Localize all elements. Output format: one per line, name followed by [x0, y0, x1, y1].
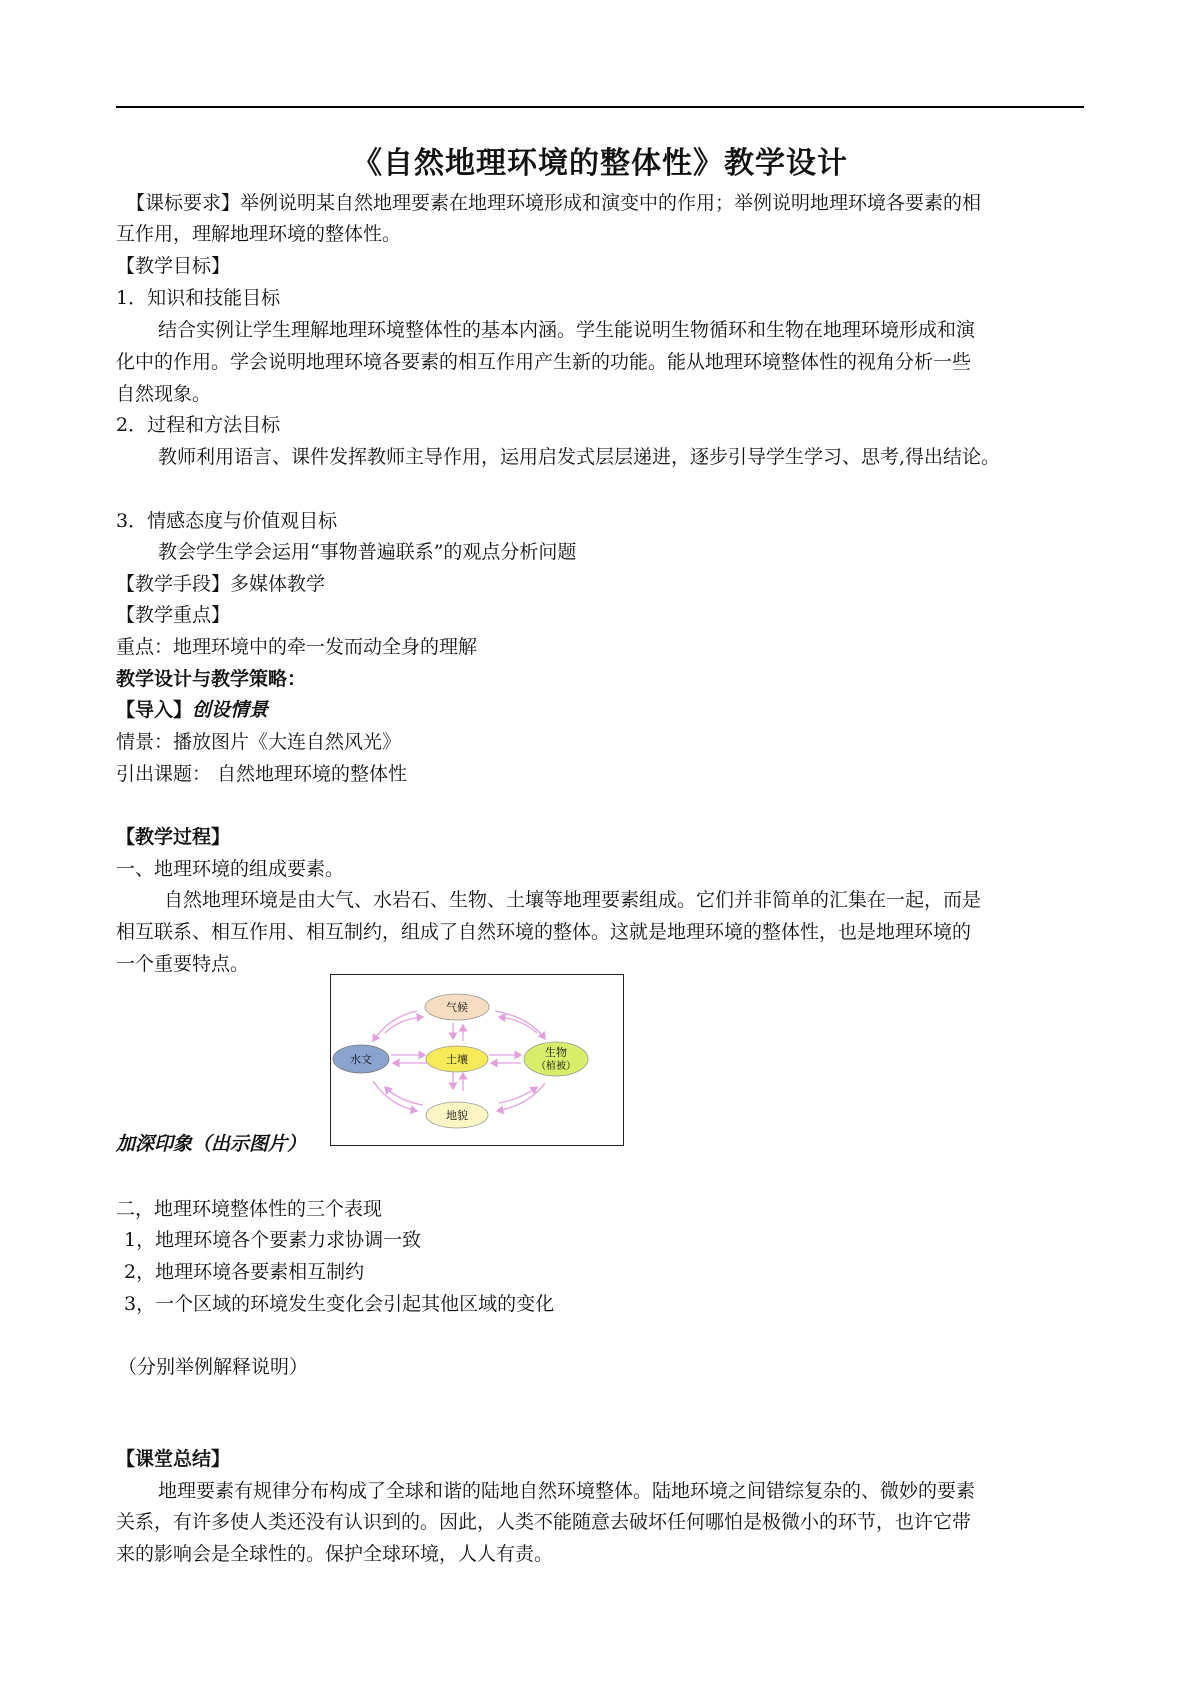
summary-paragraph-line-2: 关系，有许多使人类还没有认识到的。因此，人类不能随意去破坏任何哪怕是极微小的环节，也许它带 [116, 1511, 972, 1533]
arrow-landform-to-bio [499, 1087, 537, 1103]
landform-label: 地貌 [446, 1109, 468, 1122]
goal2-paragraph: 教师利用语言、课件发挥教师主导作用，运用启发式层层递进，逐步引导学生学习、思考,得出结论。 [158, 446, 1001, 468]
bio-label-line-1: 生物 [545, 1046, 567, 1059]
water-label: 水文 [350, 1053, 372, 1066]
arrow-water-to-landform [373, 1081, 417, 1111]
teaching-means: 【教学手段】多媒体教学 [116, 573, 326, 595]
curriculum-text: 举例说明某自然地理要素在地理环境形成和演变中的作用；举例说明地理环境各要素的相 [240, 192, 982, 214]
header-rule [116, 106, 1084, 108]
goal1-paragraph-line-1: 结合实例让学生理解地理环境整体性的基本内涵。学生能说明生物循环和生物在地理环境形成和演 [158, 319, 976, 341]
key-point-text: 重点：地理环境中的牵一发而动全身的理解 [116, 636, 478, 658]
intro-tag: 【导入】 [116, 699, 193, 721]
section1-paragraph-line-1: 自然地理环境是由大气、水岩石、生物、土壤等地理要素组成。它们并非简单的汇集在一起，而是 [164, 889, 982, 911]
document-title: 《自然地理环境的整体性》教学设计 [352, 146, 848, 181]
goal3-paragraph: 教会学生学会运用“事物普遍联系”的观点分析问题 [158, 541, 577, 563]
intro-line [116, 698, 268, 722]
deepen-impression: 加深印象（出示图片） [116, 1133, 307, 1155]
elements-diagram-svg [331, 975, 623, 1145]
soil-label: 土壤 [446, 1053, 468, 1066]
key-point-heading: 【教学重点】 [116, 604, 231, 626]
goal1-paragraph-line-2: 化中的作用。学会说明地理环境各要素的相互作用产生新的功能。能从地理环境整体性的视角分析一些 [116, 351, 972, 373]
climate-label: 气候 [446, 1001, 468, 1014]
section1-title: 一、地理环境的组成要素。 [116, 858, 345, 880]
section1-paragraph-line-2: 相互联系、相互作用、相互制约，组成了自然环境的整体。这就是地理环境的整体性，也是地理环境的 [116, 921, 972, 943]
section2-item-2: 2，地理环境各要素相互制约 [124, 1261, 365, 1283]
process-heading: 【教学过程】 [116, 826, 231, 848]
section2-item-3: 3，一个区域的环境发生变化会引起其他区域的变化 [124, 1293, 555, 1315]
bio-label-line-2: （植被） [536, 1061, 576, 1072]
arrow-water-to-climate [385, 1017, 423, 1033]
curriculum-line-2: 互作用，理解地理环境的整体性。 [116, 223, 402, 245]
section2-note: （分别举例解释说明） [118, 1356, 309, 1378]
scene-line: 情景：播放图片《大连自然风光》 [116, 731, 402, 753]
intro-italic: 创设情景 [192, 699, 269, 721]
arrow-landform-to-water [385, 1087, 423, 1105]
goal1-paragraph-line-3: 自然现象。 [116, 383, 212, 405]
summary-paragraph-line-1: 地理要素有规律分布构成了全球和谐的陆地自然环境整体。陆地环境之间错综复杂的、微妙的要素 [158, 1480, 976, 1502]
summary-heading: 【课堂总结】 [116, 1448, 231, 1470]
section2-title: 二，地理环境整体性的三个表现 [116, 1198, 383, 1220]
goals-heading: 【教学目标】 [116, 255, 231, 277]
section2-item-1: 1，地理环境各个要素力求协调一致 [124, 1229, 422, 1251]
strategy-heading: 教学设计与教学策略： [116, 668, 307, 690]
curriculum-line-1 [126, 191, 981, 215]
goal3-title: 3．情感态度与价值观目标 [116, 510, 338, 532]
section1-paragraph-line-3: 一个重要特点。 [116, 953, 250, 975]
arrow-climate-to-bio [495, 1011, 545, 1039]
summary-paragraph-line-3: 来的影响会是全球性的。保护全球环境，人人有责。 [116, 1543, 554, 1565]
goal1-title: 1．知识和技能目标 [116, 287, 281, 309]
elements-diagram [330, 974, 624, 1146]
goal2-title: 2．过程和方法目标 [116, 414, 281, 436]
topic-line: 引出课题： 自然地理环境的整体性 [116, 763, 408, 785]
curriculum-tag: 【课标要求】 [126, 192, 241, 214]
